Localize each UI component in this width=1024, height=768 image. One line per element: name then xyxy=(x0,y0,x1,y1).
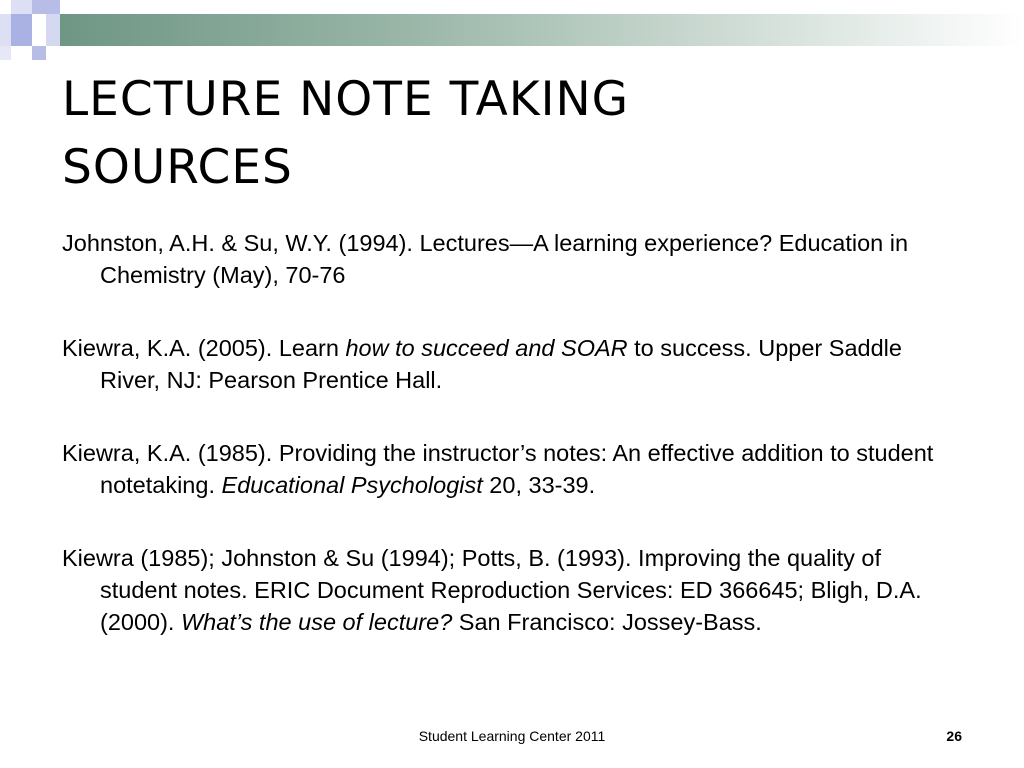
footer-text: Student Learning Center 2011 xyxy=(418,728,606,744)
reference-item xyxy=(62,542,962,638)
decor-square xyxy=(46,14,60,46)
reference-text: Kiewra, K.A. (1985). Providing the instructor’s notes: An effective addition to student notetaking. xyxy=(62,440,934,498)
decor-square xyxy=(0,46,11,60)
decor-square xyxy=(11,0,32,14)
slide-title-line-2: SOURCES xyxy=(62,140,293,195)
decor-square xyxy=(11,14,32,46)
reference-item xyxy=(62,437,962,501)
reference-italic-title: Educational Psychologist xyxy=(221,472,483,498)
reference-item xyxy=(62,227,962,291)
reference-item xyxy=(62,332,962,396)
reference-italic-title: What’s the use of lecture? xyxy=(181,609,453,635)
reference-text: 20, 33-39. xyxy=(482,472,596,498)
reference-text: Kiewra, K.A. (2005). Learn xyxy=(62,335,346,361)
decor-square xyxy=(0,14,11,46)
decor-square xyxy=(32,0,60,14)
slide-title xyxy=(62,66,962,202)
decor-square xyxy=(32,46,46,60)
page-number: 26 xyxy=(946,728,962,744)
header-gradient-bar xyxy=(60,14,1024,46)
reference-text: Johnston, A.H. & Su, W.Y. (1994). Lectures—A learning experience? Education in Chemistry (May), 70-76 xyxy=(62,230,909,288)
reference-text: Kiewra (1985); Johnston & Su (1994); Potts, B. (1993). Improving the quality of student notes. ERIC Document Reproduction Services: ED 366645; Bligh, D.A. (2000). xyxy=(62,545,922,635)
reference-italic-title: how to succeed and SOAR xyxy=(345,335,628,361)
reference-list xyxy=(62,227,962,679)
slide-title-line-1: LECTURE NOTE TAKING xyxy=(62,72,630,127)
reference-text: San Francisco: Jossey-Bass. xyxy=(452,609,762,635)
reference-text: to success. Upper Saddle River, NJ: Pearson Prentice Hall. xyxy=(100,335,902,393)
